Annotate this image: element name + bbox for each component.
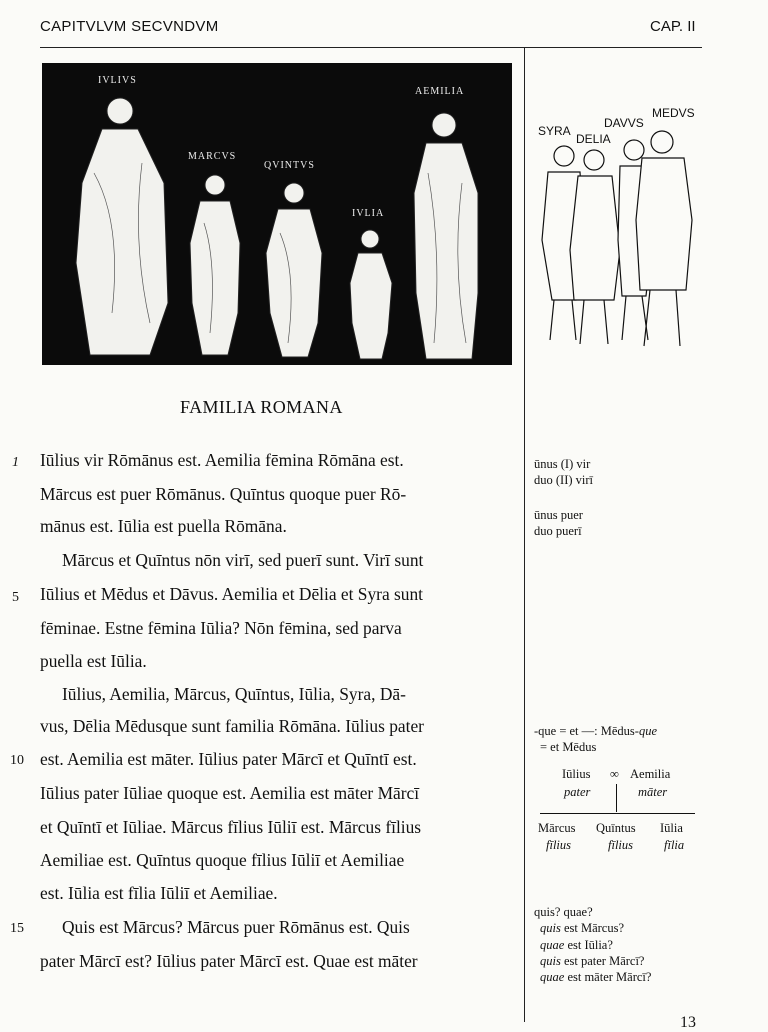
- text-line: est. Aemilia est māter. Iūlius pater Mārcī et Quīntī est.: [40, 749, 417, 769]
- text-line: Iūlius pater Iūliae quoque est. Aemilia est māter Mārcī: [40, 783, 420, 803]
- family-illustration: [42, 63, 512, 365]
- marcus-figure-body: [190, 201, 240, 355]
- text-line: et Quīntī et Iūliae. Mārcus fīlius Iūliī est. Mārcus fīlius: [40, 817, 422, 837]
- label-medus: MEDVS: [652, 106, 695, 120]
- iulius-figure-head: [107, 98, 133, 124]
- running-header-title: CAPITVLVM SECVNDVM: [40, 18, 219, 35]
- text-line: Iūlius vir Rōmānus est. Aemilia fēmina Rōmāna est.: [40, 450, 404, 470]
- margin-line: est pater Mārcī?: [560, 953, 645, 968]
- margin-note-que: [534, 723, 657, 756]
- margin-line: ūnus (I) vir: [534, 457, 591, 471]
- margin-note-puer: [534, 507, 583, 540]
- tree-stem: [616, 784, 617, 812]
- tree-father: Iūlius: [562, 767, 591, 781]
- margin-line-italic: que: [638, 724, 658, 738]
- running-header-chapter: CAP. II: [650, 18, 696, 35]
- margin-line: est Iūlia?: [564, 937, 613, 952]
- tree-pater: pater: [564, 785, 591, 799]
- margin-line: est māter Mārcī?: [564, 970, 652, 984]
- marcus-figure-head: [205, 175, 225, 195]
- iulia-figure-body: [350, 253, 392, 359]
- quintus-figure-head: [284, 183, 304, 203]
- margin-line: est Mārcus?: [560, 921, 625, 936]
- margin-note-numbers: [534, 456, 593, 489]
- label-delia: DELIA: [576, 132, 611, 146]
- aemilia-figure-body: [414, 143, 478, 359]
- aemilia-figure-head: [432, 113, 456, 137]
- line-number-5: 5: [12, 590, 19, 605]
- margin-line: ūnus puer: [534, 508, 583, 522]
- label-aemilia: AEMILIA: [415, 86, 465, 97]
- line-number-10: 10: [10, 753, 24, 768]
- family-figures-drawing: [42, 63, 512, 365]
- text-line: Mārcus et Quīntus nōn virī, sed puerī sunt. Virī sunt: [62, 550, 424, 570]
- text-line: Iūlius et Mēdus et Dāvus. Aemilia et Dēlia et Syra sunt: [40, 584, 424, 604]
- line-number-1: 1: [12, 455, 19, 470]
- margin-line: duo puerī: [534, 524, 582, 539]
- text-line: Iūlius, Aemilia, Mārcus, Quīntus, Iūlia, Syra, Dā-: [62, 684, 406, 704]
- tree-role-iulia: fīlia: [664, 838, 685, 852]
- label-iulius: IVLIVS: [98, 75, 137, 86]
- tree-child-quintus: Quīntus: [596, 821, 636, 835]
- quintus-figure-body: [266, 209, 322, 357]
- margin-keyword: quae: [540, 937, 565, 952]
- label-marcus: MARCVS: [188, 151, 237, 162]
- family-tree: [530, 766, 702, 862]
- page-number: 13: [680, 1014, 696, 1031]
- text-line: mānus est. Iūlia est puella Rōmāna.: [40, 516, 287, 536]
- text-line: puella est Iūlia.: [40, 651, 147, 671]
- slaves-figures-drawing: [530, 100, 705, 360]
- tree-role-marcus: fīlius: [546, 838, 572, 852]
- margin-keyword: quae: [540, 970, 565, 984]
- header-rule: [40, 47, 702, 48]
- margin-line: -que = et —: Mēdus-: [534, 724, 639, 738]
- section-title: FAMILIA ROMANA: [180, 397, 343, 417]
- text-line: vus, Dēlia Mēdusque sunt familia Rōmāna. Iūlius pater: [40, 716, 424, 736]
- label-syra: SYRA: [538, 124, 571, 138]
- tree-child-iulia: Iūlia: [660, 821, 683, 835]
- text-line: pater Mārcī est? Iūlius pater Mārcī est. Quae est māter: [40, 951, 418, 971]
- margin-line: quis? quae?: [534, 905, 593, 919]
- text-line: Quis est Mārcus? Mārcus puer Rōmānus est. Quis: [62, 917, 410, 937]
- margin-keyword: quis: [540, 953, 561, 968]
- margin-divider: [524, 47, 525, 1022]
- label-quintus: QVINTVS: [264, 160, 315, 171]
- tree-mater: māter: [638, 785, 668, 799]
- label-iulia: IVLIA: [352, 208, 385, 219]
- slaves-illustration: [530, 100, 705, 360]
- margin-keyword: quis: [540, 921, 561, 936]
- tree-role-quintus: fīlius: [608, 838, 634, 852]
- text-line: est. Iūlia est fīlia Iūliī et Aemiliae.: [40, 883, 278, 903]
- margin-line: = et Mēdus: [540, 740, 597, 755]
- text-line: fēminae. Estne fēmina Iūlia? Nōn fēmina, sed parva: [40, 618, 402, 638]
- tree-child-marcus: Mārcus: [538, 821, 576, 835]
- tree-marriage-symbol: ∞: [610, 767, 619, 781]
- margin-line: duo (II) virī: [534, 473, 594, 488]
- iulia-figure-head: [361, 230, 379, 248]
- text-line: Mārcus est puer Rōmānus. Quīntus quoque puer Rō-: [40, 484, 407, 504]
- iulius-figure-body: [76, 129, 168, 355]
- tree-mother: Aemilia: [630, 767, 671, 781]
- tree-crossbar: [540, 813, 695, 814]
- label-davus: DAVVS: [604, 116, 644, 130]
- line-number-15: 15: [10, 921, 24, 936]
- margin-note-quis: [534, 904, 651, 985]
- text-line: Aemiliae est. Quīntus quoque fīlius Iūliī et Aemiliae: [40, 850, 405, 870]
